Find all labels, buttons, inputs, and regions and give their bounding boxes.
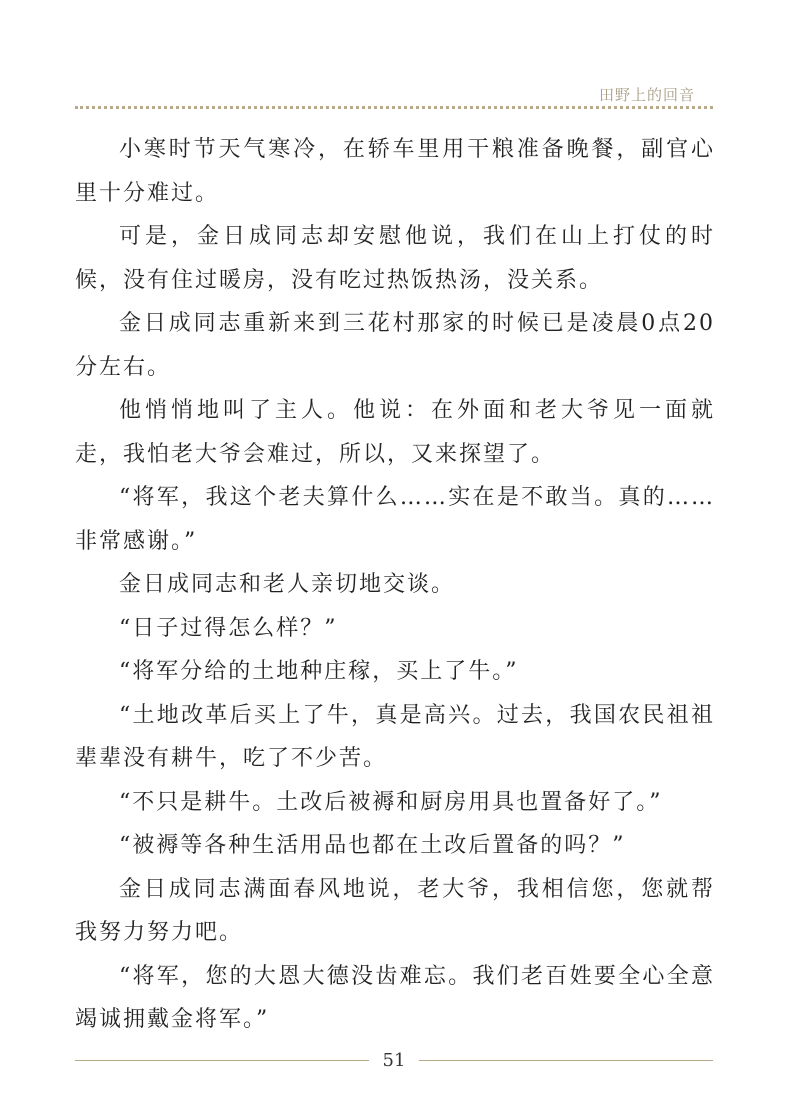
body-text bbox=[75, 128, 715, 1042]
paragraph: 他悄悄地叫了主人。他说：在外面和老大爷见一面就走，我怕老大爷会难过，所以，又来探望了。 bbox=[75, 398, 715, 467]
paragraph: “被褥等各种生活用品也都在土改后置备的吗？” bbox=[119, 833, 626, 858]
paragraph: 金日成同志满面春风地说，老大爷，我相信您，您就帮我努力努力吧。 bbox=[75, 876, 715, 945]
paragraph: 可是，金日成同志却安慰他说，我们在山上打仗的时候，没有住过暖房，没有吃过热饭热汤，没关系。 bbox=[75, 224, 715, 293]
paragraph: “日子过得怎么样？” bbox=[119, 615, 338, 641]
header-dotted-rule bbox=[75, 106, 713, 109]
page-number: 51 bbox=[382, 1049, 406, 1071]
running-title: 田野上的回音 bbox=[598, 86, 695, 104]
footer-rule-left bbox=[75, 1060, 369, 1061]
paragraph: “将军，您的大恩大德没齿难忘。我们老百姓要全心全意竭诚拥戴金将军。” bbox=[75, 963, 715, 1032]
paragraph: 金日成同志重新来到三花村那家的时候已是凌晨0点20分左右。 bbox=[75, 311, 715, 380]
footer-rule-right bbox=[419, 1060, 713, 1061]
paragraph: 金日成同志和老人亲切地交谈。 bbox=[119, 572, 456, 597]
page-footer bbox=[75, 1048, 713, 1072]
paragraph: “将军分给的土地种庄稼，买上了牛。” bbox=[119, 659, 519, 684]
paragraph: “不只是耕牛。土改后被褥和厨房用具也置备好了。” bbox=[119, 789, 663, 815]
paragraph: “将军，我这个老夫算什么……实在是不敢当。真的……非常感谢。” bbox=[75, 485, 715, 554]
paragraph: “土地改革后买上了牛，真是高兴。过去，我国农民祖祖辈辈没有耕牛，吃了不少苦。 bbox=[75, 702, 715, 771]
paragraph: 小寒时节天气寒冷，在轿车里用干粮准备晚餐，副官心里十分难过。 bbox=[75, 137, 715, 206]
